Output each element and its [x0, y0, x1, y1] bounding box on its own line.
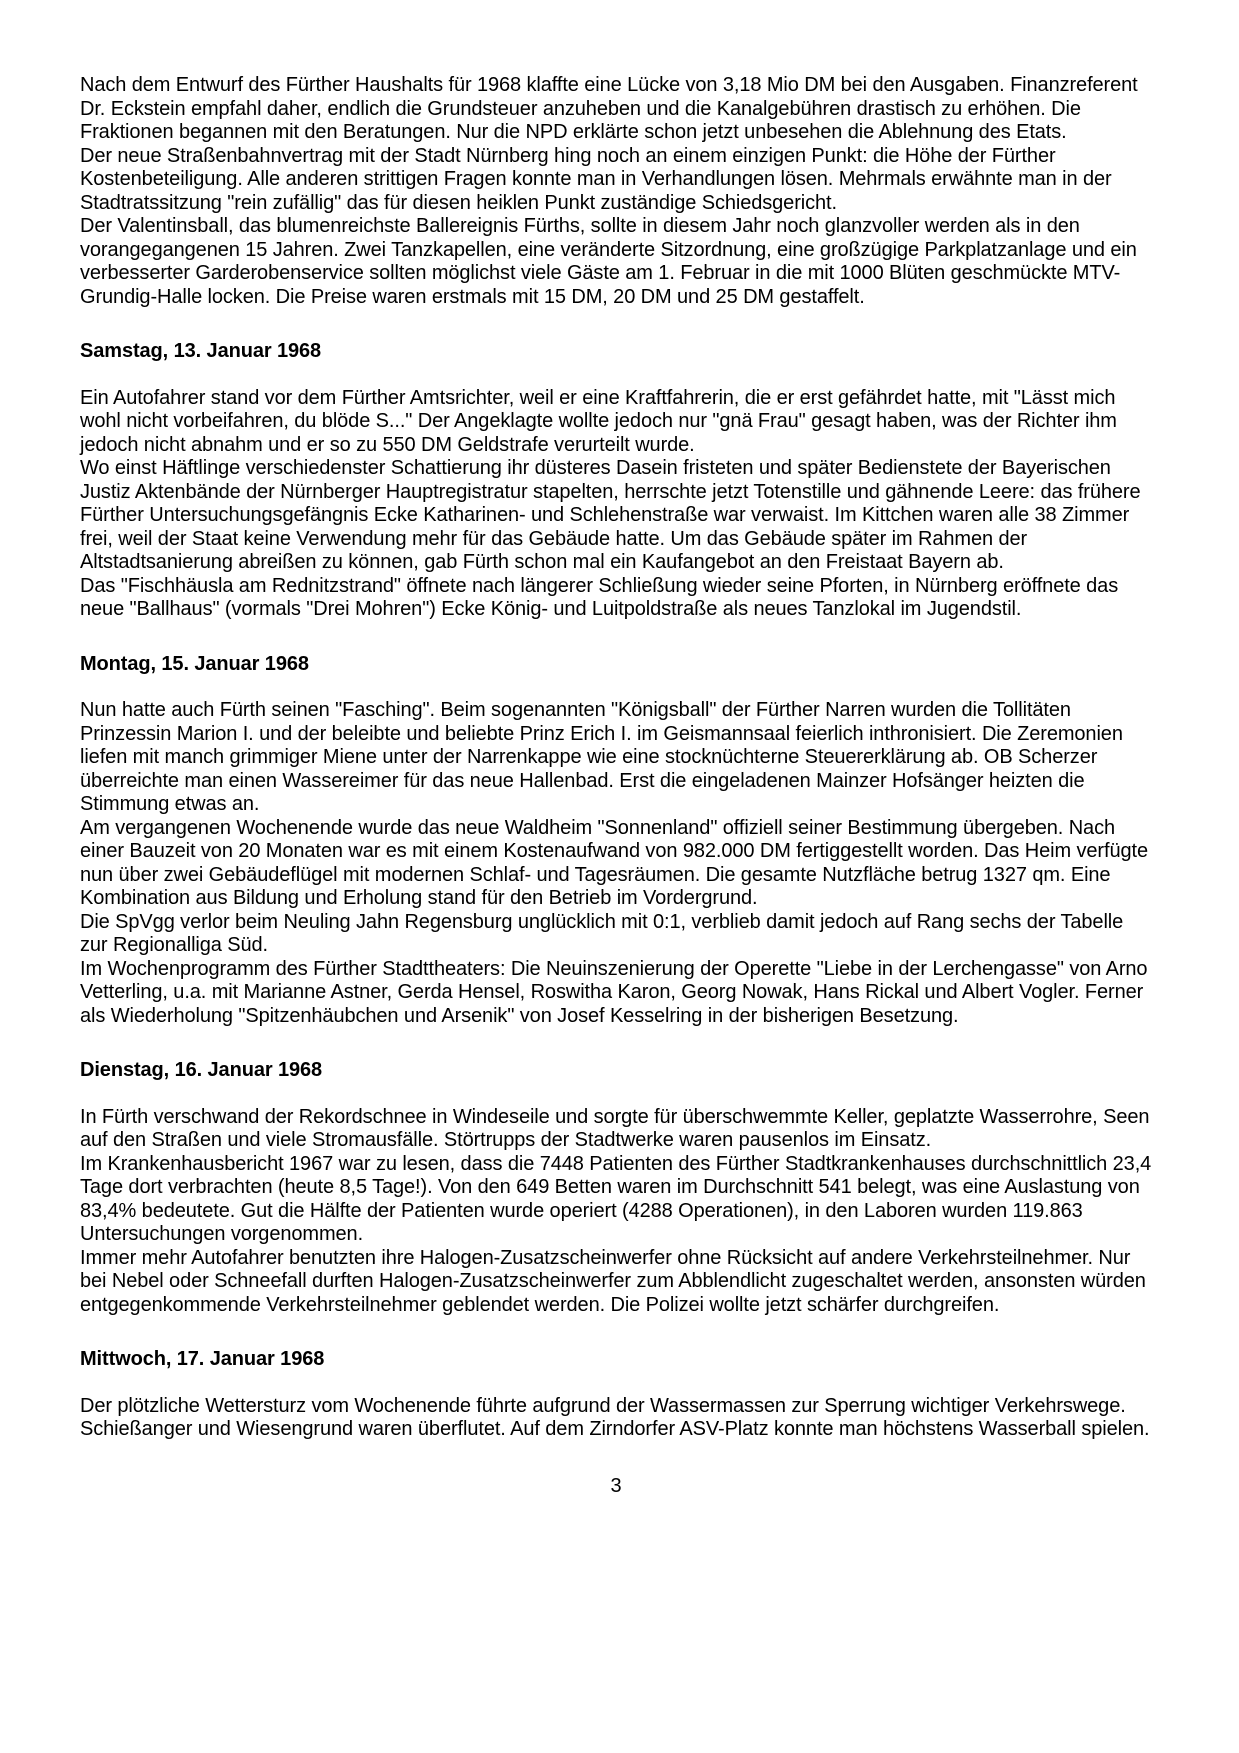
paragraph: In Fürth verschwand der Rekordschnee in Windeseile und sorgte für überschwemmte Keller, geplatzte Wasserrohre, Seen auf den Straßen und viele Stromausfälle. Störtrupps der Stadtwerke waren pausenlos im Einsatz.	[80, 1105, 1150, 1151]
section-dienstag-16-januar	[80, 1059, 1152, 1317]
paragraph: Der plötzliche Wettersturz vom Wochenende führte aufgrund der Wassermassen zur Sperrung wichtiger Verkehrswege. Schießanger und Wiesengrund waren überflutet. Auf dem Zirndorfer ASV-Platz konnte man höchstens Wasserball spielen.	[80, 1394, 1150, 1440]
paragraph: Im Wochenprogramm des Fürther Stadttheaters: Die Neuinszenierung der Operette "Liebe in der Lerchengasse" von Arno Vetterling, u.a. mit Marianne Astner, Gerda Hensel, Roswitha Karon, Georg Nowak, Hans Rickal und Albert Vogler. Ferner als Wiederholung "Spitzenhäubchen und Arsenik" von Josef Kesselring in der bisherigen Besetzung.	[80, 957, 1148, 1027]
paragraph: Am vergangenen Wochenende wurde das neue Waldheim "Sonnenland" offiziell seiner Bestimmung übergeben. Nach einer Bauzeit von 20 Monaten war es mit einem Kostenaufwand von 982.000 DM fertiggestellt worden. Das Heim verfügte nun über zwei Gebäudeflügel mit modernen Schlaf- und Tagesräumen. Die gesamte Nutzfläche betrug 1327 qm. Eine Kombination aus Bildung und Erholung stand für den Betrieb im Vordergrund.	[80, 816, 1148, 909]
paragraph: Der neue Straßenbahnvertrag mit der Stadt Nürnberg hing noch an einem einzigen Punkt: die Höhe der Fürther Kostenbeteiligung. Alle anderen strittigen Fragen konnte man in Verhandlungen lösen. Mehrmals erwähnte man in der Stadtratssitzung "rein zufällig" das für diesen heiklen Punkt zuständige Schiedsgericht.	[80, 144, 1112, 214]
section-mittwoch-17-januar	[80, 1348, 1152, 1442]
section-samstag-13-januar	[80, 340, 1152, 622]
section-heading: Mittwoch, 17. Januar 1968	[80, 1348, 325, 1370]
section-heading: Dienstag, 16. Januar 1968	[80, 1059, 323, 1081]
paragraph: Das "Fischhäusla am Rednitzstrand" öffnete nach längerer Schließung wieder seine Pforten, in Nürnberg eröffnete das neue "Ballhaus" (vormals "Drei Mohren") Ecke König- und Luitpoldstraße als neues Tanzlokal im Jugendstil.	[80, 574, 1119, 620]
paragraph: Wo einst Häftlinge verschiedenster Schattierung ihr düsteres Dasein fristeten und später Bedienstete der Bayerischen Justiz Aktenbände der Nürnberger Hauptregistratur stapelten, herrschte jetzt Totenstille und gähnende Leere: das frühere Fürther Untersuchungsgefängnis Ecke Katharinen- und Schlehenstraße war verwaist. Im Kittchen waren alle 38 Zimmer frei, weil der Staat keine Verwendung mehr für das Gebäude hatte. Um das Gebäude später im Rahmen der Altstadtsanierung abreißen zu können, gab Fürth schon mal ein Kaufangebot an den Freistaat Bayern ab.	[80, 457, 1141, 573]
paragraph: Die SpVgg verlor beim Neuling Jahn Regensburg unglücklich mit 0:1, verblieb damit jedoch auf Rang sechs der Tabelle zur Regionalliga Süd.	[80, 910, 1124, 956]
paragraph: Nach dem Entwurf des Fürther Haushalts für 1968 klaffte eine Lücke von 3,18 Mio DM bei den Ausgaben. Finanzreferent Dr. Eckstein empfahl daher, endlich die Grundsteuer anzuheben und die Kanalgebühren drastisch zu erhöhen. Die Fraktionen begannen mit den Beratungen. Nur die NPD erklärte schon jetzt unbesehen die Ablehnung des Etats.	[80, 74, 1138, 143]
paragraph: Ein Autofahrer stand vor dem Fürther Amtsrichter, weil er eine Kraftfahrerin, die er erst gefährdet hatte, mit "Lässt mich wohl nicht vorbeifahren, du blöde S..." Der Angeklagte wollte jedoch nur "gnä Frau" gesagt haben, was der Richter ihm jedoch nicht abnahm und er so zu 550 DM Geldstrafe verurteilt wurde.	[80, 386, 1117, 456]
section-intro	[80, 74, 1152, 309]
document-body	[80, 74, 1152, 1442]
paragraph: Der Valentinsball, das blumenreichste Ballereignis Fürths, sollte in diesem Jahr noch glanzvoller werden als in den vorangegangenen 15 Jahren. Zwei Tanzkapellen, eine veränderte Sitzordnung, eine großzügige Parkplatzanlage und ein verbesserter Garderobenservice sollten möglichst viele Gäste am 1. Februar in die mit 1000 Blüten geschmückte MTV-Grundig-Halle locken. Die Preise waren erstmals mit 15 DM, 20 DM und 25 DM gestaffelt.	[80, 215, 1137, 308]
paragraph: Nun hatte auch Fürth seinen "Fasching". Beim sogenannten "Königsball" der Fürther Narren wurden die Tollitäten Prinzessin Marion I. und der beleibte und beliebte Prinz Erich I. im Geismannsaal feierlich inthronisiert. Die Zeremonien liefen mit manch grimmiger Miene unter der Narrenkappe wie eine stocknüchterne Steuererklärung ab. OB Scherzer überreichte man einen Wassereimer für das neue Hallenbad. Erst die eingeladenen Mainzer Hofsänger heizten die Stimmung etwas an.	[80, 699, 1123, 815]
page-number: 3	[610, 1474, 622, 1497]
paragraph: Immer mehr Autofahrer benutzten ihre Halogen-Zusatzscheinwerfer ohne Rücksicht auf andere Verkehrsteilnehmer. Nur bei Nebel oder Schneefall durften Halogen-Zusatzscheinwerfer zum Abblendlicht zugeschaltet werden, ansonsten würden entgegenkommende Verkehrsteilnehmer geblendet werden. Die Polizei wollte jetzt schärfer durchgreifen.	[80, 1246, 1146, 1316]
page-footer	[80, 1475, 1152, 1499]
section-heading: Montag, 15. Januar 1968	[80, 652, 309, 675]
section-montag-15-januar	[80, 653, 1152, 1029]
section-heading: Samstag, 13. Januar 1968	[80, 340, 322, 362]
paragraph: Im Krankenhausbericht 1967 war zu lesen, dass die 7448 Patienten des Fürther Stadtkrankenhauses durchschnittlich 23,4 Tage dort verbrachten (heute 8,5 Tage!). Von den 649 Betten waren im Durchschnitt 541 belegt, was eine Auslastung von 83,4% bedeutete. Gut die Hälfte der Patienten wurde operiert (4288 Operationen), in den Laboren wurden 119.863 Untersuchungen vorgenommen.	[80, 1152, 1152, 1245]
